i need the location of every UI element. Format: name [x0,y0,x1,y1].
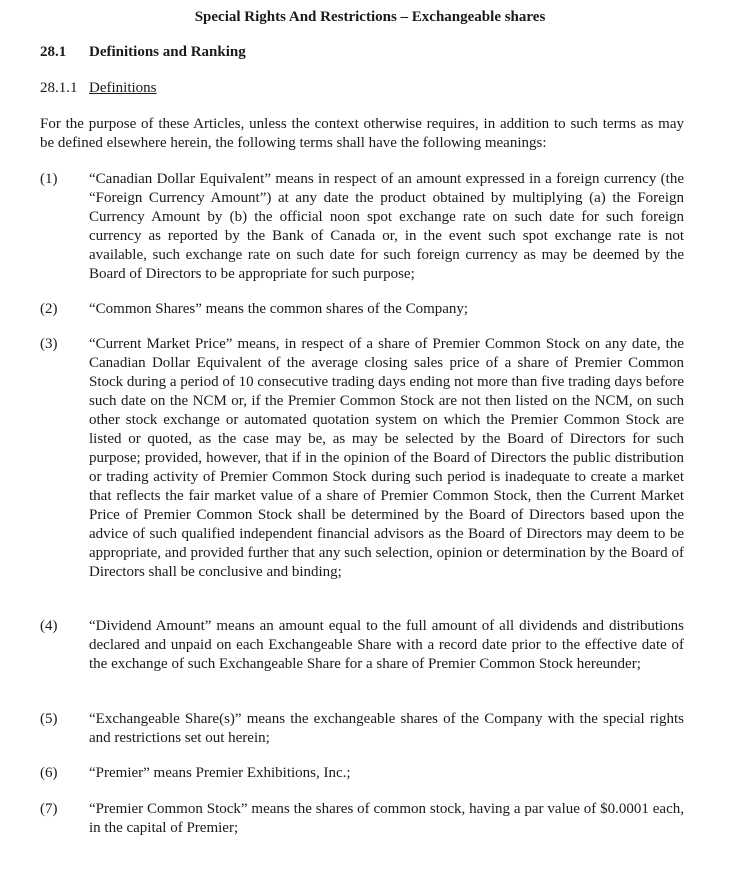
definition-text: “Canadian Dollar Equivalent” means in respect of an amount expressed in a foreign currency (the “Foreign Currency Amount”) at any date the product obtained by multiplying (a) the Foreign Currency Amount by (b) the official noon spot exchange rate on such date for such foreign currency as reported by the Bank of Canada or, in the event such spot exchange rate is not available, such exchange rate on such date for such foreign currency as may be deemed by the Board of Directors to be appropriate for such purpose; [89,171,684,282]
definition-number: (7) [40,801,58,817]
subsection-number: 28.1.1 [40,80,78,96]
definition-item [40,800,684,838]
definition-item [40,710,684,748]
definition-text: “Common Shares” means the common shares of the Company; [89,301,469,317]
definition-number: (5) [40,711,58,727]
definition-text: “Premier Common Stock” means the shares of common stock, having a par value of $0.0001 each, in the capital of Premier; [89,801,684,836]
definition-item [40,300,684,319]
document-title: Special Rights And Restrictions – Exchangeable shares [194,9,546,25]
definition-number: (4) [40,618,58,634]
intro-paragraph: For the purpose of these Articles, unless the context otherwise requires, in addition to such terms as may be defined elsewhere herein, the following terms shall have the following meanings: [40,116,684,151]
section-number: 28.1 [40,44,67,60]
definition-item [40,170,684,284]
definition-number: (1) [40,171,58,187]
subsection-heading [40,79,157,98]
definition-text: “Dividend Amount” means an amount equal to the full amount of all dividends and distributions declared and unpaid on each Exchangeable Share with a record date prior to the effective date of the exchange of such Exchangeable Share for a share of Premier Common Stock hereunder; [89,618,684,672]
section-heading [40,43,246,62]
subsection-title: Definitions [89,80,157,96]
definition-number: (3) [40,336,58,352]
definition-item [40,764,684,783]
definition-number: (6) [40,765,58,781]
definition-number: (2) [40,301,58,317]
definition-item [40,617,684,674]
definition-text: “Premier” means Premier Exhibitions, Inc.; [89,765,351,781]
definition-text: “Current Market Price” means, in respect of a share of Premier Common Stock on any date, the Canadian Dollar Equivalent of the average closing sales price of a share of Premier Common Stock during a period of 10 consecutive trading days ending not more than five trading days before such date on the NCM or, if the Premier Common Stock are not then listed on the NCM, on such other stock exchange or automated quotation system on which the Premier Common Stock are listed or quoted, as the case may be, as may be selected by the Board of Directors for such purpose; provided, however, that if in the opinion of the Board of Directors the public distribution or trading activity of Premier Common Stock during such period is inadequate to create a market that reflects the fair market value of a share of Premier Common Stock, then the Current Market Price of Premier Common Stock shall be determined by the Board of Directors based upon the advice of such qualified independent financial advisors as the Board of Directors may deem to be appropriate, and provided further that any such selection, opinion or determination by the Board of Directors shall be conclusive and binding; [89,336,684,580]
definition-item [40,335,684,582]
definition-text: “Exchangeable Share(s)” means the exchangeable shares of the Company with the special rights and restrictions set out herein; [89,711,684,746]
section-title: Definitions and Ranking [89,44,246,60]
